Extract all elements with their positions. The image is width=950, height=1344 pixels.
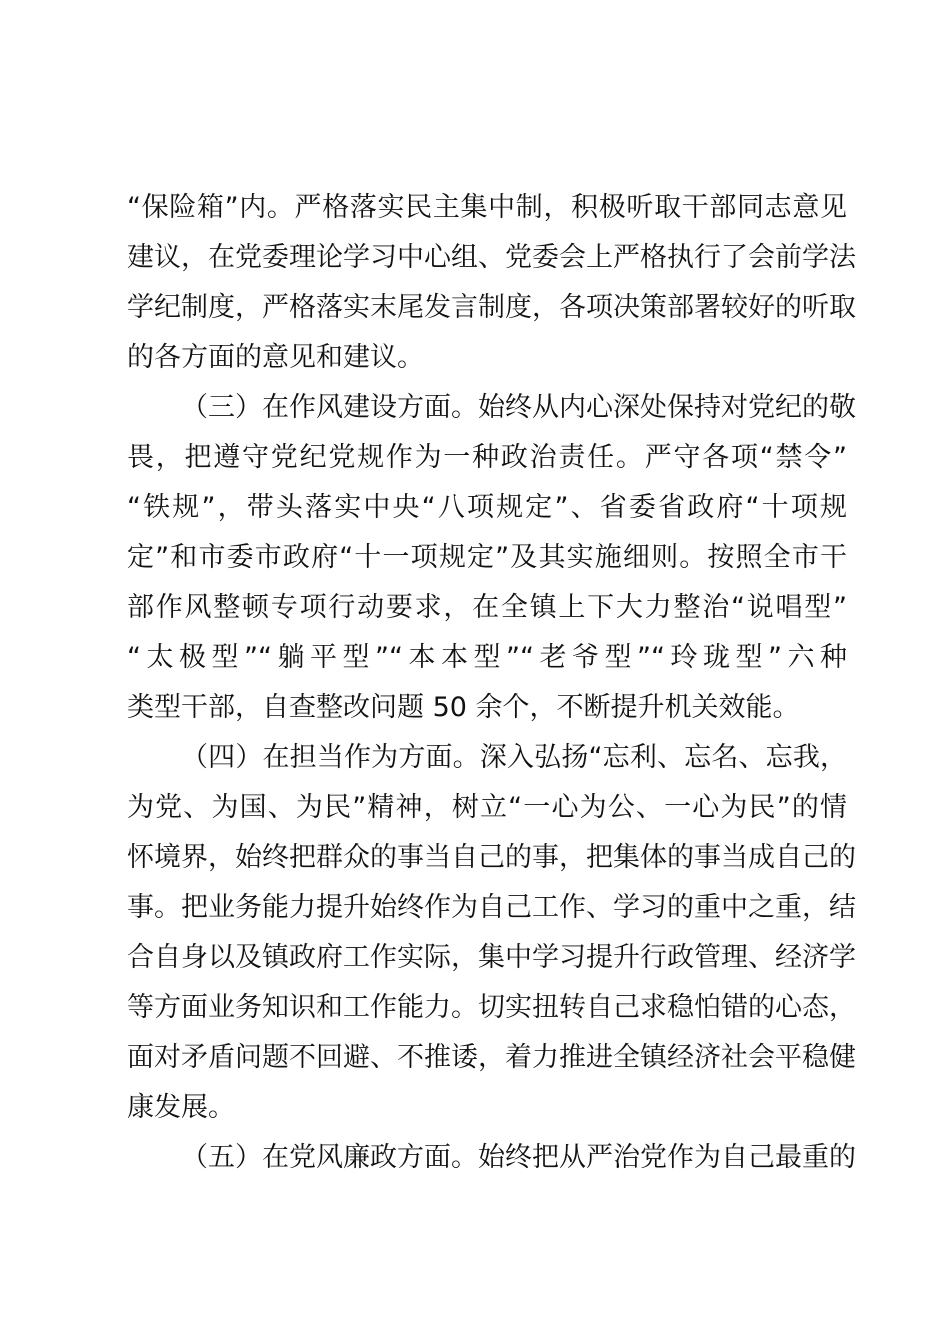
paragraph-heading-line: （五）在党风廉政方面。始终把从严治党作为自己最重的 xyxy=(181,1142,856,1173)
text-line: “太极型”“躺平型”“本本型”“老爷型”“玲珑型”六种 xyxy=(127,642,847,673)
text-line: 的各方面的意见和建议。 xyxy=(127,342,424,373)
paragraph-heading-line: （三）在作风建设方面。始终从内心深处保持对党纪的敬 xyxy=(181,392,856,423)
text-line: 合自身以及镇政府工作实际，集中学习提升行政管理、经济学 xyxy=(127,942,856,973)
text-line: “铁规”，带头落实中央“八项规定”、省委省政府“十项规 xyxy=(127,492,847,523)
text-line: “保险箱”内。严格落实民主集中制，积极听取干部同志意见 xyxy=(127,192,847,223)
text-line: 定”和市委市政府“十一项规定”及其实施细则。按照全市干 xyxy=(127,542,847,573)
text-line: 怀境界，始终把群众的事当自己的事，把集体的事当成自己的 xyxy=(127,842,856,873)
text-line: 为党、为国、为民”精神，树立“一心为公、一心为民”的情 xyxy=(127,792,847,823)
text-line: 康发展。 xyxy=(127,1092,235,1123)
text-line: 面对矛盾问题不回避、不推诿，着力推进全镇经济社会平稳健 xyxy=(127,1042,856,1073)
text-line: 畏，把遵守党纪党规作为一种政治责任。严守各项“禁令” xyxy=(127,442,847,473)
text-line: 建议，在党委理论学习中心组、党委会上严格执行了会前学法 xyxy=(127,242,856,273)
text-line: 部作风整顿专项行动要求，在全镇上下大力整治“说唱型” xyxy=(127,592,847,623)
text-line: 事。把业务能力提升始终作为自己工作、学习的重中之重，结 xyxy=(127,892,856,923)
text-line: 等方面业务知识和工作能力。切实扭转自己求稳怕错的心态， xyxy=(127,992,856,1023)
text-line: 类型干部，自查整改问题 50 余个，不断提升机关效能。 xyxy=(127,692,800,723)
text-line: 学纪制度，严格落实末尾发言制度，各项决策部署较好的听取 xyxy=(127,292,856,323)
paragraph-heading-line: （四）在担当作为方面。深入弘扬“忘利、忘名、忘我， xyxy=(181,742,847,773)
